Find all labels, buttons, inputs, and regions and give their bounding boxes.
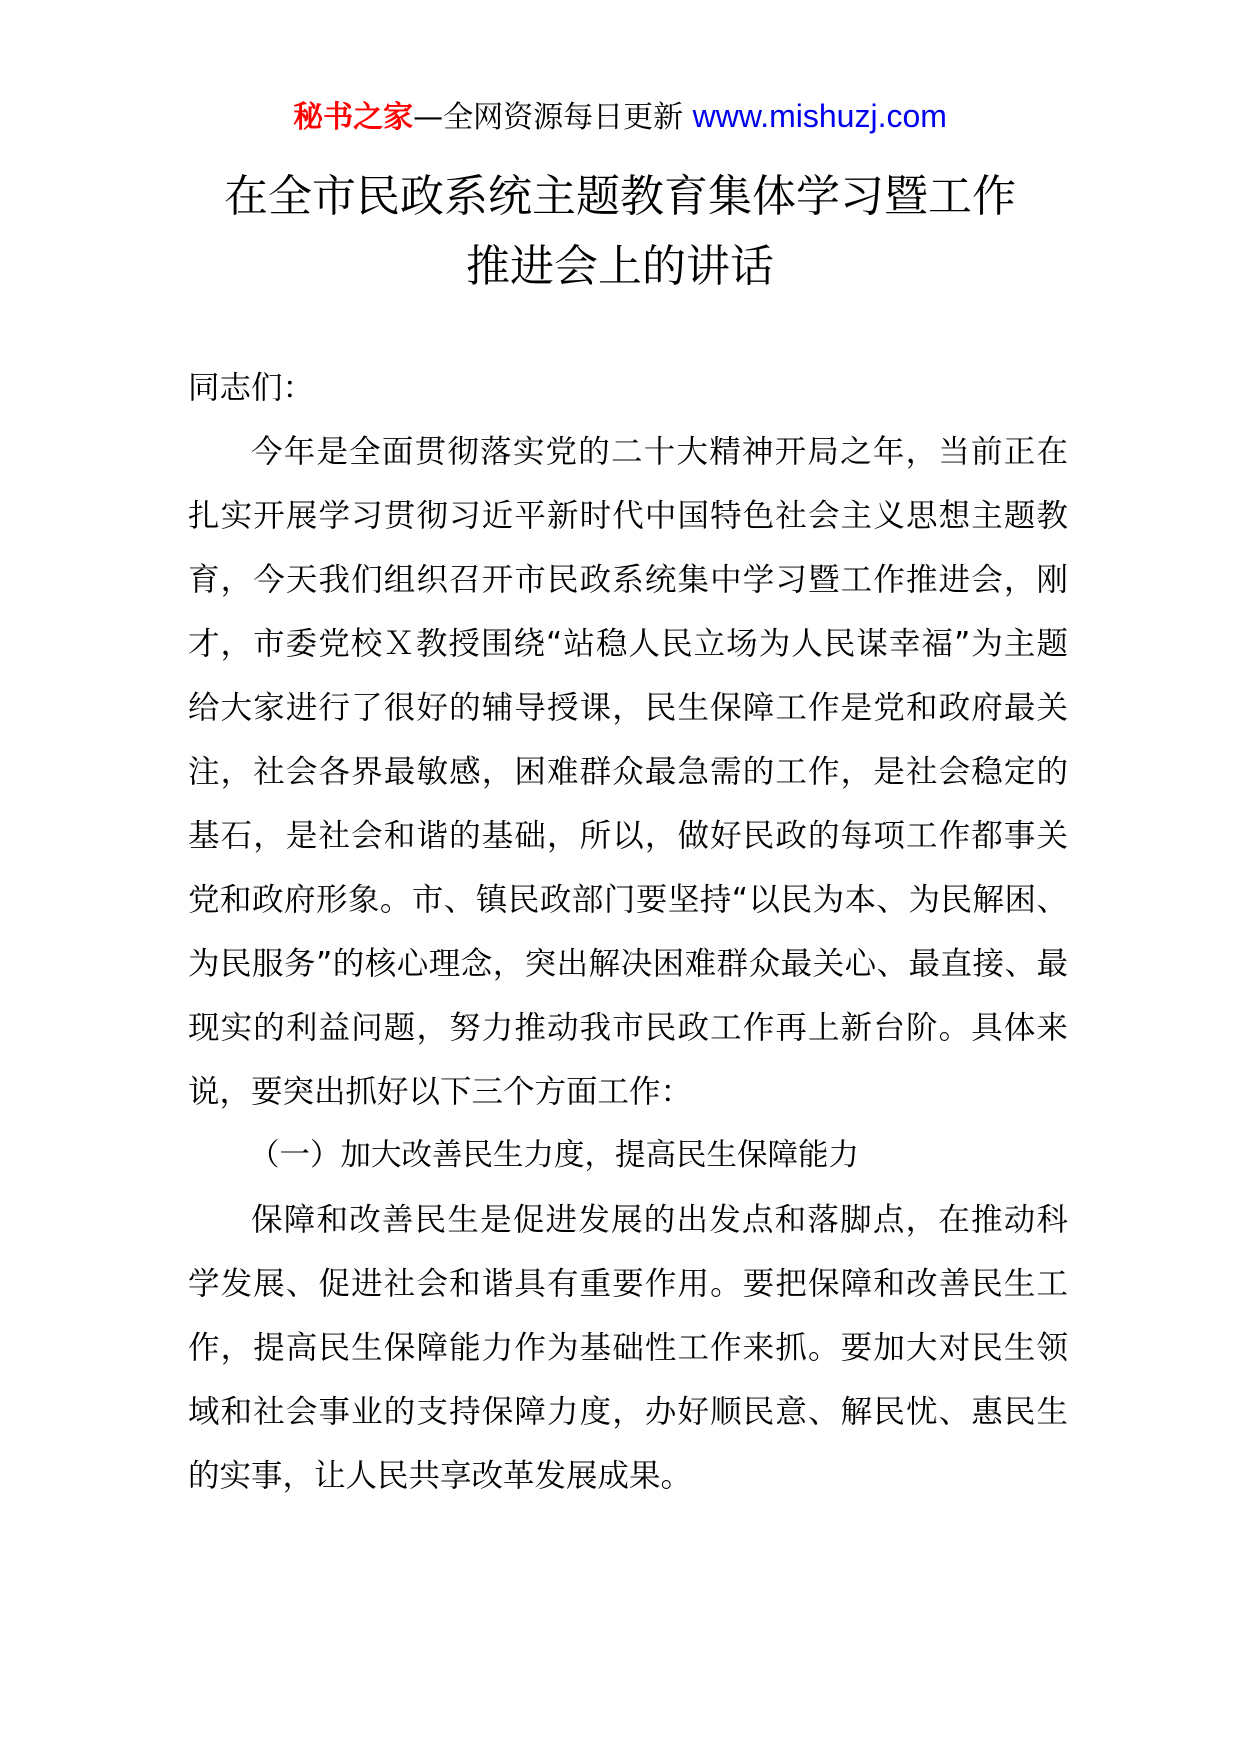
section-heading-1: （一）加大改善民生力度，提高民生保障能力 <box>249 1138 859 1173</box>
document-body <box>188 356 1068 1508</box>
document-title <box>100 162 1140 302</box>
title-line-1: 在全市民政系统主题教育集体学习暨工作 <box>224 171 1016 222</box>
watermark-header <box>0 96 1240 138</box>
site-url-link[interactable]: www.mishuzj.com <box>692 98 947 134</box>
paragraph-intro: 今年是全面贯彻落实党的二十大精神开局之年，当前正在扎实开展学习贯彻习近平新时代中国特色社会主义思想主题教育，今天我们组织召开市民政系统集中学习暨工作推进会，刚才，市委党校Ｘ教授围绕“站稳人民立场为人民谋幸福”为主题给大家进行了很好的辅导授课，民生保障工作是党和政府最关注，社会各界最敏感，困难群众最急需的工作，是社会稳定的基石，是社会和谐的基础，所以，做好民政的每项工作都事关党和政府形象。市、镇民政部门要坚持“以民为本、为民解困、为民服务”的核心理念，突出解决困难群众最关心、最直接、最现实的利益问题，努力推动我市民政工作再上新台阶。具体来说，要突出抓好以下三个方面工作： <box>188 434 1068 1110</box>
header-tagline: —全网资源每日更新 <box>413 100 684 135</box>
salutation: 同志们： <box>188 370 315 406</box>
title-line-2: 推进会上的讲话 <box>466 241 774 292</box>
brand-name: 秘书之家 <box>293 100 414 135</box>
paragraph-section-1: 保障和改善民生是促进发展的出发点和落脚点，在推动科学发展、促进社会和谐具有重要作用。要把保障和改善民生工作，提高民生保障能力作为基础性工作来抓。要加大对民生领域和社会事业的支持保障力度，办好顺民意、解民忧、惠民生的实事，让人民共享改革发展成果。 <box>188 1202 1068 1494</box>
